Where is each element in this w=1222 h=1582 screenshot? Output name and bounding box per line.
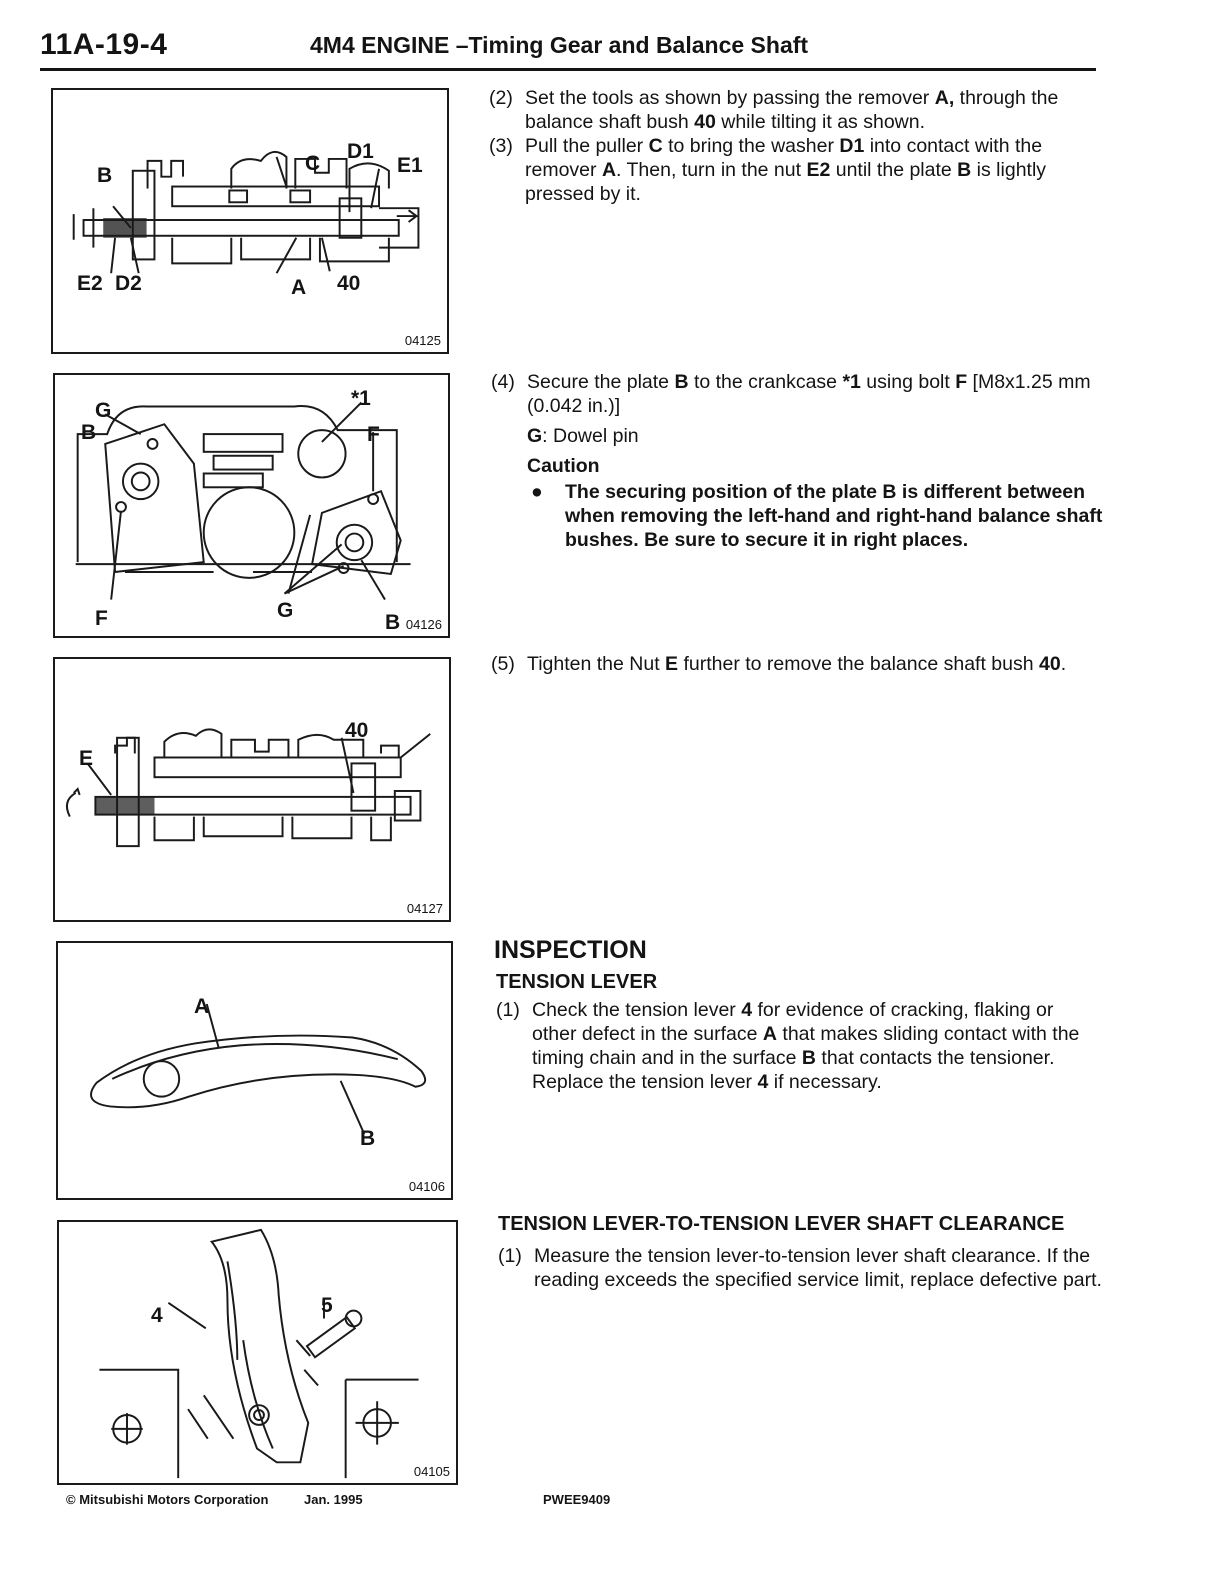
page-number: 11A-19-4	[40, 28, 168, 61]
step-2	[489, 86, 1101, 134]
figure-04106	[56, 941, 453, 1200]
step-number: (5)	[491, 653, 515, 675]
dowel-pin-note: G: Dowel pin	[527, 425, 639, 447]
step-3	[489, 134, 1101, 206]
bullet-icon: ●	[531, 481, 543, 503]
figure-label: E1	[397, 154, 423, 177]
step-4-block	[491, 370, 1103, 552]
figure-label: A	[291, 276, 307, 299]
figure-code: 04127	[406, 901, 443, 916]
figure-label: C	[305, 152, 321, 175]
figure-04105	[57, 1220, 458, 1485]
figure-code: 04125	[404, 333, 441, 348]
step-number: (1)	[498, 1245, 522, 1267]
step-5-block	[491, 652, 1103, 676]
figure-label: F	[95, 607, 108, 630]
step-4	[491, 370, 1103, 552]
step-number: (2)	[489, 87, 513, 109]
clearance-heading: TENSION LEVER-TO-TENSION LEVER SHAFT CLEARANCE	[498, 1213, 1065, 1235]
figure-label: B	[385, 611, 401, 634]
figure-label: 5	[321, 1294, 333, 1317]
figure-04106-drawing	[58, 943, 451, 1198]
figure-label: 4	[151, 1304, 163, 1327]
inspection-item-2	[498, 1244, 1104, 1292]
figure-code: 04105	[413, 1464, 450, 1479]
inspection-item-1	[496, 998, 1102, 1094]
figure-label: A	[194, 995, 210, 1018]
figure-label: G	[277, 599, 294, 622]
figure-label: B	[81, 421, 97, 444]
inspection-step	[496, 998, 1102, 1094]
step-text: Secure the plate B to the crankcase *1 using bolt F [M8x1.25 mm (0.042 in.)]	[527, 371, 1091, 417]
step-5	[491, 652, 1103, 676]
step-number: (3)	[489, 135, 513, 157]
figure-code: 04106	[408, 1179, 445, 1194]
caution-title: Caution	[527, 455, 600, 477]
step-text: Pull the puller C to bring the washer D1 into contact with the remover A. Then, turn in the nut E2 until the plate B is lightly pressed by it.	[525, 135, 1047, 205]
figure-label: B	[360, 1127, 376, 1150]
figure-label: D1	[347, 140, 374, 163]
page-title: 4M4 ENGINE –Timing Gear and Balance Shaft	[310, 32, 809, 58]
step-text: Check the tension lever 4 for evidence of cracking, flaking or other defect in the surface A that makes sliding contact with the timing chain and in the surface B that contacts the tensioner. Replace the tension lever 4 if necessary.	[532, 999, 1080, 1093]
footer-code: PWEE9409	[543, 1492, 611, 1507]
figure-04127	[53, 657, 451, 922]
caution-bullet	[527, 480, 1103, 552]
figure-label: *1	[351, 387, 371, 410]
figure-label: 40	[345, 719, 369, 742]
inspection-step	[498, 1244, 1104, 1292]
step-text: Tighten the Nut E further to remove the balance shaft bush 40.	[527, 653, 1067, 675]
figure-label: E	[79, 747, 94, 770]
figure-04125-drawing	[53, 90, 447, 352]
figure-04127-drawing	[55, 659, 449, 920]
step-number: (1)	[496, 999, 520, 1021]
figure-04105-drawing	[59, 1222, 456, 1483]
figure-label: B	[97, 164, 113, 187]
figure-04126-drawing	[55, 375, 448, 636]
figure-label: D2	[115, 272, 142, 295]
inspection-heading: INSPECTION	[494, 936, 647, 964]
caution-text: The securing position of the plate B is different between when removing the left-hand and right-hand balance shaft bushes. Be sure to secure it in right places.	[565, 481, 1103, 551]
footer-date: Jan. 1995	[304, 1492, 363, 1507]
figure-04126	[53, 373, 450, 638]
figure-label: G	[95, 399, 112, 422]
tension-lever-heading: TENSION LEVER	[496, 971, 658, 993]
step-text: Measure the tension lever-to-tension lever shaft clearance. If the reading exceeds the specified service limit, replace defective part.	[534, 1245, 1102, 1291]
step-number: (4)	[491, 371, 515, 393]
figure-label: F	[367, 423, 380, 446]
figure-04125	[51, 88, 449, 354]
header-rule	[40, 68, 1096, 71]
step-text: Set the tools as shown by passing the remover A, through the balance shaft bush 40 while tilting it as shown.	[525, 87, 1059, 133]
figure-label: 40	[337, 272, 361, 295]
steps-2-3	[489, 86, 1101, 206]
figure-label: E2	[77, 272, 103, 295]
footer-copyright: © Mitsubishi Motors Corporation	[66, 1492, 269, 1507]
figure-code: 04126	[405, 617, 442, 632]
